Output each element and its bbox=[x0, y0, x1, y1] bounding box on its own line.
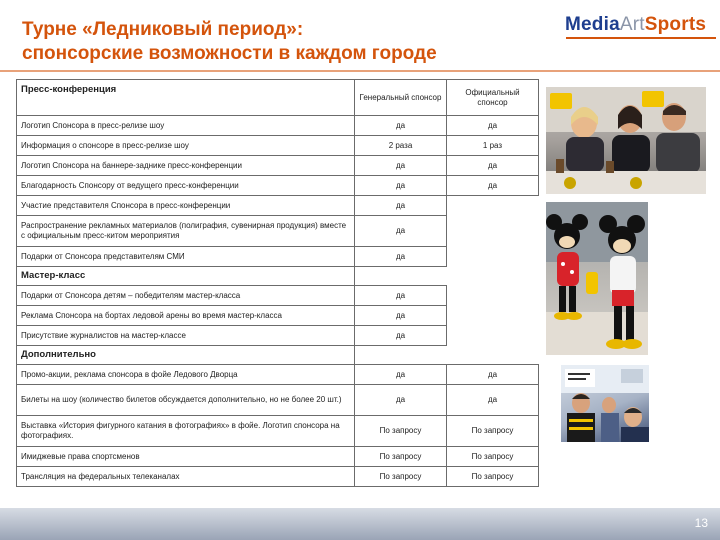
general-value: да bbox=[355, 216, 447, 247]
footer-bar bbox=[0, 508, 720, 540]
table-row bbox=[17, 467, 539, 487]
general-value: да bbox=[355, 247, 447, 267]
table-row bbox=[17, 136, 539, 156]
section-row bbox=[17, 346, 539, 365]
official-value: По запросу bbox=[447, 467, 539, 487]
general-value: По запросу bbox=[355, 467, 447, 487]
press-conference-photo bbox=[546, 87, 706, 194]
row-label: Промо-акции, реклама спонсора в фойе Ледового Дворца bbox=[17, 365, 355, 385]
row-label: Присутствие журналистов на мастер-классе bbox=[17, 326, 355, 346]
section-title-additional: Дополнительно bbox=[17, 346, 355, 365]
general-value: да bbox=[355, 286, 447, 306]
empty-cell bbox=[447, 247, 539, 267]
table-row bbox=[17, 416, 539, 447]
official-value: да bbox=[447, 116, 539, 136]
exhibition-photo bbox=[561, 365, 649, 442]
media-art-sports-logo bbox=[565, 14, 706, 36]
row-label: Билеты на шоу (количество билетов обсуждается дополнительно, но не более 20 шт.) bbox=[17, 385, 355, 416]
row-label: Подарки от Спонсора детям – победителям мастер-класса bbox=[17, 286, 355, 306]
general-value: да bbox=[355, 365, 447, 385]
slide-title bbox=[22, 18, 482, 66]
row-label: Реклама Спонсора на бортах ледовой арены во время мастер-класса bbox=[17, 306, 355, 326]
official-value: 1 раз bbox=[447, 136, 539, 156]
empty-cell bbox=[447, 306, 539, 326]
empty-cell bbox=[447, 216, 539, 247]
row-label: Логотип Спонсора в пресс-релизе шоу bbox=[17, 116, 355, 136]
empty-cell bbox=[447, 196, 539, 216]
empty-cell bbox=[447, 326, 539, 346]
row-label: Выставка «История фигурного катания в фотографиях» в фойе. Логотип спонсора на фотографиях. bbox=[17, 416, 355, 447]
header-divider bbox=[0, 70, 720, 72]
official-value: да bbox=[447, 176, 539, 196]
empty-cell bbox=[447, 286, 539, 306]
empty-cell bbox=[447, 267, 539, 286]
table-row bbox=[17, 216, 539, 247]
mascots-illustration bbox=[546, 202, 648, 355]
official-value: да bbox=[447, 385, 539, 416]
table-row bbox=[17, 247, 539, 267]
exhibition-illustration bbox=[561, 365, 649, 442]
general-value: да bbox=[355, 385, 447, 416]
general-value: да bbox=[355, 306, 447, 326]
official-value: да bbox=[447, 365, 539, 385]
table-row bbox=[17, 116, 539, 136]
row-label: Подарки от Спонсора представителям СМИ bbox=[17, 247, 355, 267]
table-row bbox=[17, 306, 539, 326]
section-title-press-conference: Пресс-конференция bbox=[17, 80, 355, 116]
sponsorship-table bbox=[16, 79, 539, 487]
column-header-general-sponsor: Генеральный спонсор bbox=[355, 80, 447, 116]
official-value: да bbox=[447, 156, 539, 176]
page-number: 13 bbox=[694, 516, 708, 530]
logo-underline bbox=[566, 37, 716, 39]
table-row bbox=[17, 156, 539, 176]
general-value: да bbox=[355, 326, 447, 346]
column-header-official-sponsor: Официальный спонсор bbox=[447, 80, 539, 116]
table-row bbox=[17, 326, 539, 346]
empty-cell bbox=[447, 346, 539, 365]
section-row bbox=[17, 267, 539, 286]
logo-part-art: Art bbox=[619, 14, 645, 35]
table-row bbox=[17, 176, 539, 196]
general-value: да bbox=[355, 116, 447, 136]
general-value: 2 раза bbox=[355, 136, 447, 156]
empty-cell bbox=[355, 346, 447, 365]
table-row bbox=[17, 286, 539, 306]
title-line-2: спонсорские возможности в каждом городе bbox=[22, 43, 437, 64]
general-value: да bbox=[355, 196, 447, 216]
row-label: Благодарность Спонсору от ведущего пресс-конференции bbox=[17, 176, 355, 196]
press-conference-illustration bbox=[546, 87, 706, 194]
table-row bbox=[17, 196, 539, 216]
table-header-row bbox=[17, 80, 539, 116]
table-row bbox=[17, 385, 539, 416]
row-label: Логотип Спонсора на баннере-заднике пресс-конференции bbox=[17, 156, 355, 176]
row-label: Трансляция на федеральных телеканалах bbox=[17, 467, 355, 487]
general-value: да bbox=[355, 156, 447, 176]
table-row bbox=[17, 365, 539, 385]
row-label: Распространение рекламных материалов (полиграфия, сувенирная продукция) вместе с официальным пресс-китом мероприятия bbox=[17, 216, 355, 247]
title-line-1: Турне «Ледниковый период»: bbox=[22, 19, 304, 40]
official-value: По запросу bbox=[447, 447, 539, 467]
row-label: Имиджевые права спортсменов bbox=[17, 447, 355, 467]
logo-part-sports: Sports bbox=[644, 14, 707, 35]
section-title-master-class: Мастер-класс bbox=[17, 267, 355, 286]
row-label: Участие представителя Спонсора в пресс-конференции bbox=[17, 196, 355, 216]
general-value: По запросу bbox=[355, 416, 447, 447]
logo-part-media: Media bbox=[565, 14, 620, 35]
general-value: да bbox=[355, 176, 447, 196]
table-row bbox=[17, 447, 539, 467]
general-value: По запросу bbox=[355, 447, 447, 467]
mascots-photo bbox=[546, 202, 648, 355]
empty-cell bbox=[355, 267, 447, 286]
row-label: Информация о спонсоре в пресс-релизе шоу bbox=[17, 136, 355, 156]
official-value: По запросу bbox=[447, 416, 539, 447]
